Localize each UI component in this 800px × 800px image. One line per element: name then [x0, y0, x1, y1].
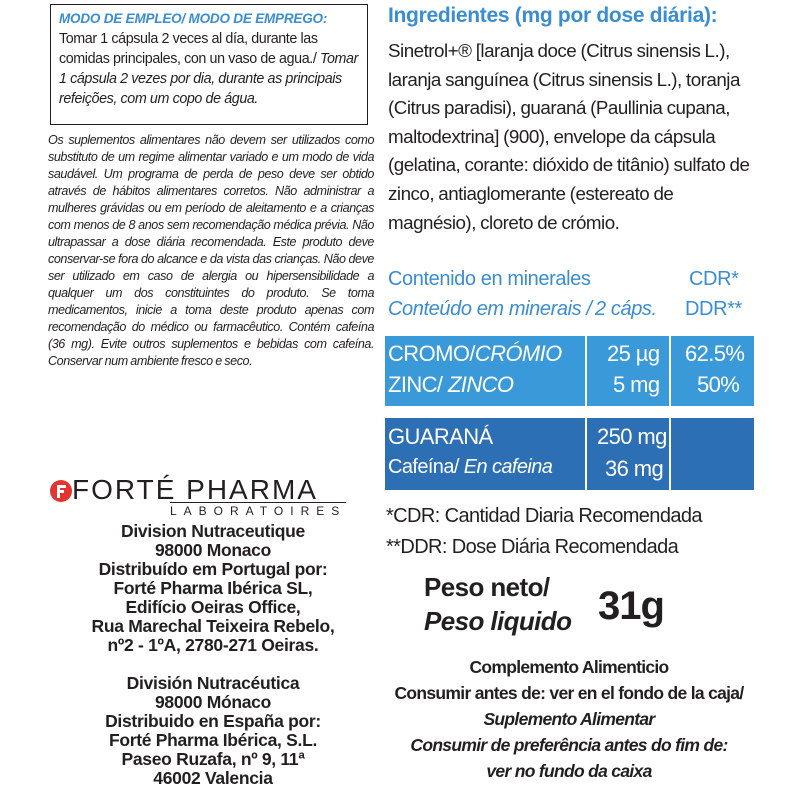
dist-pt-line5: Edifício Oeiras Office,: [125, 597, 301, 617]
mineral-pct-chrome: 62.5%: [685, 341, 745, 366]
usage-text-pt: Tomar 1 cápsula 2 vezes por dia, durante as principais refeições, com um copo de água.: [59, 51, 358, 107]
ingredients-text: Sinetrol+® [laranja doce (Citrus sinensis L.), laranja sanguínea (Citrus sinensis L.), toranja (Citrus paradisi), guaraná (Paullinia cupana, maltodextrina] (900), envelope da cápsula (gelatina, corante: dióxido de titânio) sulfato de zinco, antiaglomerante (estereato de magnésio), cloreto de crómio.: [388, 40, 750, 233]
dist-es-line1: División Nutracéutica: [126, 673, 300, 693]
distributor-spain: [40, 674, 386, 788]
caffeine-name: Cafeína/ En cafeina: [388, 456, 553, 478]
column-divider: [585, 336, 587, 406]
dist-pt-line6: Rua Marechal Teixeira Rebelo,: [91, 616, 335, 636]
mineral-name-zinc: ZINC/ ZINCO: [388, 372, 514, 397]
mineral-pct-zinc: 50%: [697, 372, 740, 397]
minerals-header-pt: Conteúdo em minerais /: [388, 298, 592, 320]
dist-pt-line7: nº2 - 1ºA, 2780-271 Oeiras.: [107, 635, 319, 655]
usage-box: [50, 4, 368, 125]
dist-es-line2: 98000 Mónaco: [154, 692, 272, 712]
net-weight-label-es: Peso neto/: [424, 572, 550, 602]
logo-name: FORTÉ PHARMA: [72, 474, 318, 505]
usage-text-es: Tomar 1 cápsula 2 veces al día, durante las comidas principales, con un vaso de agua./: [59, 31, 318, 67]
complement-line5: ver no fundo da caixa: [486, 761, 652, 781]
dist-pt-line2: 98000 Monaco: [154, 540, 272, 560]
distributor-portugal: [40, 522, 386, 655]
net-weight-label: [424, 570, 571, 638]
column-divider: [669, 336, 671, 406]
minerals-header-es: Contenido en minerales: [388, 268, 591, 290]
net-weight-label-pt: Peso liquido: [424, 606, 572, 636]
complement-line2: Consumir antes de: ver en el fondo de la caja/: [394, 683, 744, 703]
definition-cdr: *CDR: Cantidad Diaria Recomendada: [386, 505, 702, 527]
column-divider: [669, 418, 671, 490]
logo-mark-icon: [50, 480, 72, 502]
mineral-value-chrome: 25 µg: [607, 341, 660, 366]
brand-logo: [48, 474, 358, 520]
ingredients-title: Ingredientes (mg por dose diária):: [388, 4, 718, 27]
logo-subtitle: LABORATOIRES: [170, 504, 347, 518]
usage-title: MODO DE EMPLEO/ MODO DE EMPREGO:: [59, 11, 328, 26]
mineral-value-zinc: 5 mg: [613, 372, 660, 397]
definition-ddr: **DDR: Dose Diária Recomendada: [386, 536, 679, 558]
complement-line4: Consumir de preferência antes do fim de:: [410, 735, 728, 755]
minerals-header-cdr: CDR*: [689, 268, 739, 290]
mineral-name-chrome: CROMO/CRÓMIO: [388, 341, 562, 366]
net-weight-value: 31g: [598, 584, 664, 628]
dist-es-line5: Paseo Ruzafa, nº 9, 11ª: [121, 749, 305, 769]
minerals-row-chrome-zinc: [385, 336, 754, 406]
dist-pt-line4: Forté Pharma Ibérica SL,: [113, 578, 313, 598]
warning-text: Os suplementos alimentares não devem ser utilizados como substituto de um regime alimentar variado e um modo de vida saudável. Um programa de perda de peso deve ser obtido através de hábitos alimentares corretos. Não administrar a mulheres grávidas ou em período de aleitamento e a crianças com menos de 8 anos sem recomendação médica prévia. Não ultrapassar a dose diária recomendada. Este produto deve conservar-se fora do alcance e da vista das crianças. Não deve ser utilizado em caso de alergia ou hipersensibilidade a qualquer um dos constituintes do produto. Se toma medicamentos, inicie a toma deste produto apenas com recomendação do médico ou farmacêutico. Contém cafeína (36 mg). Evite outros suplementos e bebidas com cafeína. Conservar num ambiente fresco e seco.: [48, 133, 374, 368]
dist-pt-line3: Distribuído em Portugal por:: [98, 559, 328, 579]
column-divider: [585, 418, 587, 490]
caffeine-value: 36 mg: [605, 456, 664, 481]
usage-text: [59, 29, 359, 109]
dist-es-line3: Distribuido en España por:: [105, 711, 321, 731]
minerals-header-ddr: DDR**: [685, 298, 742, 320]
complement-block: [374, 654, 764, 784]
dist-pt-line1: Division Nutraceutique: [121, 521, 305, 541]
minerals-row-guarana: [385, 418, 754, 490]
dist-es-line6: 46002 Valencia: [153, 768, 273, 788]
minerals-header-dose: 2 cáps.: [595, 298, 657, 320]
guarana-name: GUARANÁ: [388, 424, 493, 449]
guarana-value: 250 mg: [597, 424, 667, 449]
complement-line1: Complemento Alimenticio: [469, 657, 669, 677]
dist-es-line4: Forté Pharma Ibérica, S.L.: [108, 730, 318, 750]
complement-line3: Suplemento Alimentar: [483, 709, 655, 729]
minerals-header: [385, 262, 755, 327]
